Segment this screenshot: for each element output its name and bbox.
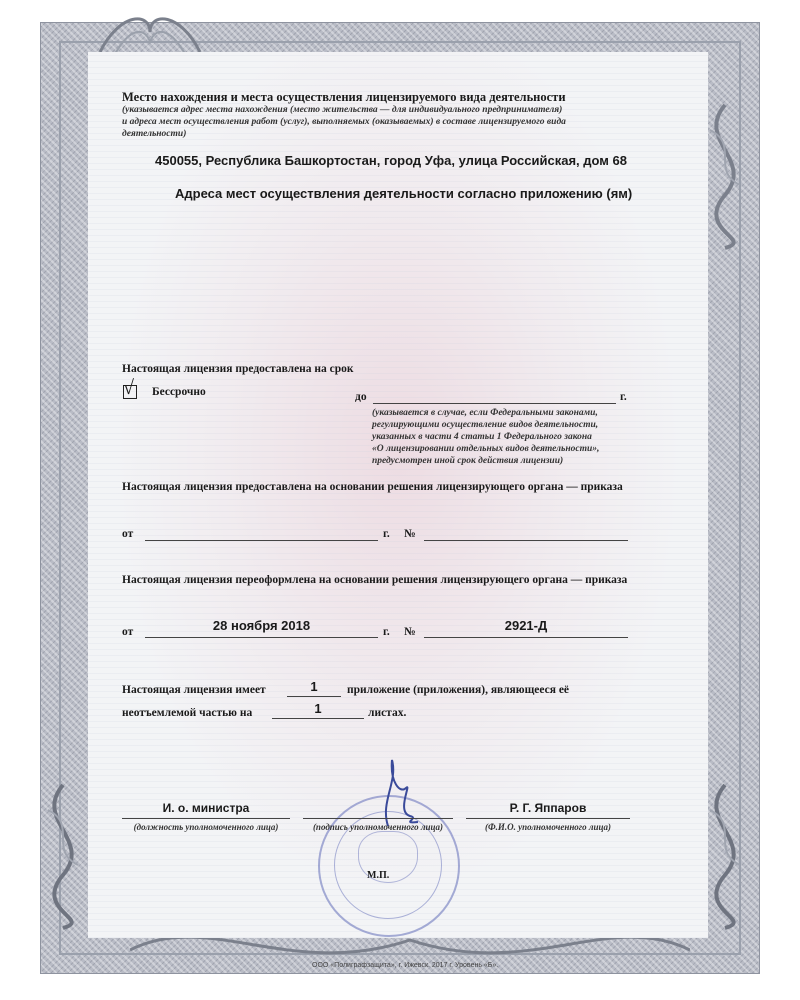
reissue-from-label: от — [122, 626, 134, 638]
main-address: 450055, Республика Башкортостан, город Уфа, улица Российская, дом 68 — [155, 153, 627, 168]
reissue-date: 28 ноября 2018 — [212, 618, 311, 633]
appendix-text-3: неотъемлемой частью на — [122, 707, 253, 719]
appendix-sheets-line — [272, 718, 364, 719]
term-label: Настоящая лицензия предоставлена на срок — [122, 363, 354, 375]
term-year-suffix: г. — [620, 391, 627, 403]
appendix-sheets: 1 — [314, 701, 322, 716]
term-note-line-1: (указывается в случае, если Федеральными законами, — [372, 408, 598, 418]
reissue-number: 2921-Д — [504, 618, 548, 633]
appendix-count-line — [287, 696, 341, 697]
position-caption: (должность уполномоченного лица) — [133, 822, 279, 832]
signatory-name: Р. Г. Яппаров — [509, 801, 587, 815]
checkmark-icon: √ — [123, 377, 134, 399]
grant-number-line — [424, 540, 628, 541]
location-note-line-2: и адреса мест осуществления работ (услуг), выполняемых (оказываемых) в составе лицензируемого вида — [122, 117, 566, 127]
activity-places: Адреса мест осуществления деятельности согласно приложению (ям) — [175, 186, 633, 201]
printer-footer: ООО «Полиграфзащита», г. Ижевск. 2017 г. Уровень «Б». — [312, 962, 499, 969]
grant-date-line — [145, 540, 378, 541]
grant-from-label: от — [122, 528, 134, 540]
term-note-line-3: указанных в части 4 статьи 1 Федерального закона — [372, 432, 592, 442]
name-caption: (Ф.И.О. уполномоченного лица) — [484, 822, 612, 832]
appendix-text-4: листах. — [368, 707, 407, 719]
location-note-line-3: деятельности) — [122, 129, 187, 139]
location-heading: Место нахождения и места осуществления лицензируемого вида деятельности — [122, 90, 566, 104]
reissue-label: Настоящая лицензия переоформлена на основании решения лицензирующего органа — приказа — [122, 574, 628, 586]
reissue-date-line — [145, 637, 378, 638]
location-note-line-1: (указывается адрес места нахождения (место жительства — для индивидуального предпринимателя) — [122, 105, 563, 115]
grant-label: Настоящая лицензия предоставлена на основании решения лицензирующего органа — приказа — [122, 481, 623, 493]
signature-line — [303, 818, 453, 819]
grant-year-suffix: г. — [383, 528, 390, 540]
appendix-text-2: приложение (приложения), являющееся её — [347, 684, 570, 696]
name-line — [466, 818, 630, 819]
reissue-number-sign: № — [404, 626, 416, 638]
position-line — [122, 818, 290, 819]
term-until-label: до — [355, 391, 367, 403]
appendix-text-1: Настоящая лицензия имеет — [122, 684, 266, 696]
reissue-number-line — [424, 637, 628, 638]
appendix-count: 1 — [310, 679, 318, 694]
unlimited-label: Бессрочно — [152, 386, 206, 398]
signatory-position: И. о. министра — [162, 801, 250, 815]
grant-number-sign: № — [404, 528, 416, 540]
unlimited-checkbox[interactable] — [123, 377, 137, 399]
term-note-line-2: регулирующими осуществление видов деятельности, — [372, 420, 599, 430]
reissue-year-suffix: г. — [383, 626, 390, 638]
signature-caption: (подпись уполномоченного лица) — [312, 822, 444, 832]
term-note-line-4: «О лицензировании отдельных видов деятельности», — [372, 444, 600, 454]
term-note-line-5: предусмотрен иной срок действия лицензии) — [372, 456, 564, 466]
seal-place-label: М.П. — [367, 870, 390, 881]
term-until-line — [373, 403, 616, 404]
